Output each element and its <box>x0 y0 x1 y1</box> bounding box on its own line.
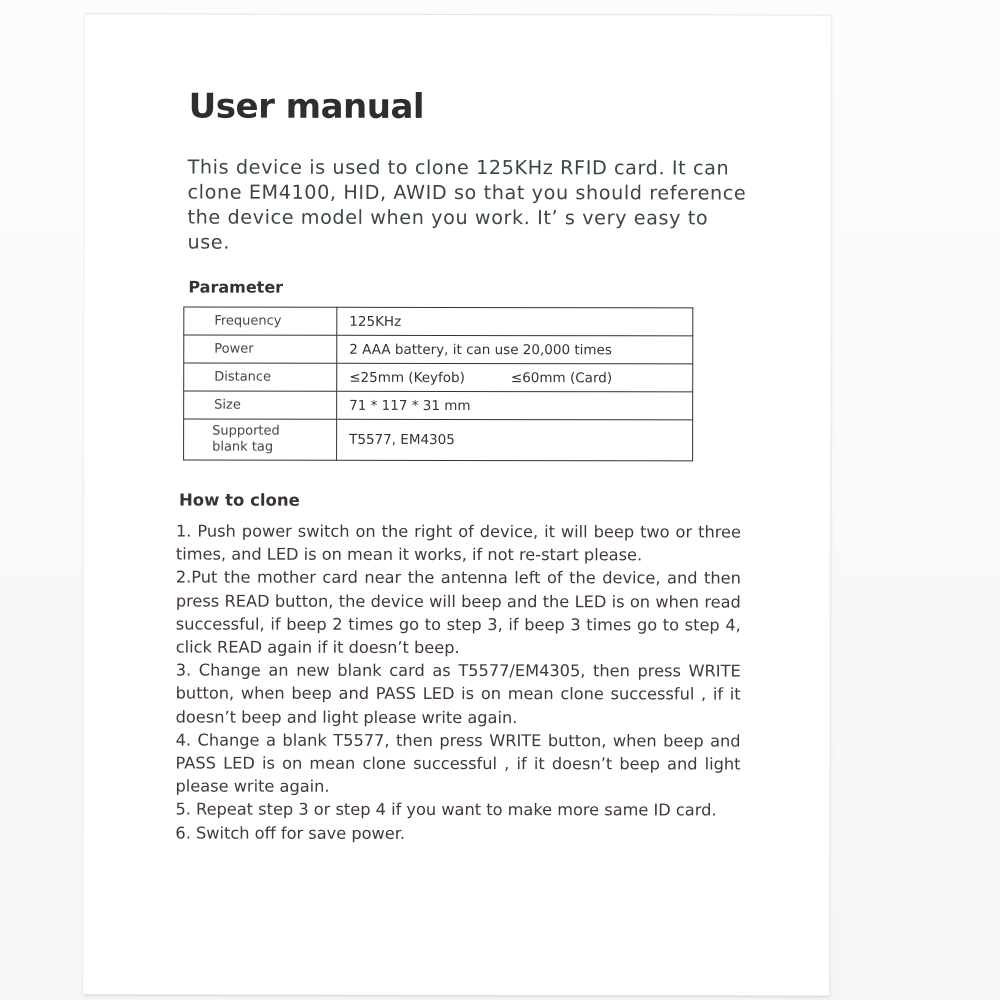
clone-step-3: 3. Change an new blank card as T5577/EM4305, then press WRITE button, when beep and PASS LED is on mean clone successful , if it doesn’t beep and light please write again. <box>175 660 741 727</box>
param-key-frequency: Frequency <box>184 307 337 335</box>
param-value-power: 2 AAA battery, it can use 20,000 times <box>337 335 693 364</box>
clone-step-2: 2.Put the mother card near the antenna left of the device, and then press READ button, the device will beep and the LED is on when read successful, if beep 2 times go to step 3, if beep 3 times go to step 4, click READ again if it doesn’t beep. <box>175 567 741 658</box>
param-key-power: Power <box>184 335 337 363</box>
param-value-size: 71 * 117 * 31 mm <box>337 391 693 420</box>
table-row <box>184 391 693 420</box>
distance-keyfob: ≤25mm (Keyfob) <box>349 369 465 386</box>
param-value-frequency: 125KHz <box>337 307 693 336</box>
clone-step-5: 5. Repeat step 3 or step 4 if you want to make more same ID card. <box>175 799 717 820</box>
manual-title: User manual <box>188 86 425 127</box>
param-key-supported-blank-tag <box>184 419 337 460</box>
intro-paragraph: This device is used to clone 125KHz RFID card. It can clone EM4100, HID, AWID so that you should reference the device model when you work. It’ s very easy to use. <box>187 155 747 254</box>
table-row <box>184 335 693 364</box>
clone-steps-list <box>175 520 741 846</box>
parameter-heading: Parameter <box>188 277 284 297</box>
table-row <box>184 307 693 336</box>
param-value-supported-blank-tag: T5577, EM4305 <box>337 419 693 461</box>
clone-step-6: 6. Switch off for save power. <box>175 823 406 843</box>
key-line: blank tag <box>212 439 274 455</box>
distance-card: ≤60mm (Card) <box>510 369 613 386</box>
key-line: Supported <box>212 423 280 439</box>
parameter-table <box>183 307 693 462</box>
param-key-size: Size <box>184 391 337 419</box>
how-to-clone-heading: How to clone <box>178 490 300 510</box>
param-key-distance: Distance <box>184 363 337 391</box>
clone-step-4: 4. Change a blank T5577, then press WRITE button, when beep and PASS LED is on mean clone successful , if it doesn’t beep and light please write again. <box>175 730 741 797</box>
clone-step-1: 1. Push power switch on the right of device, it will beep two or three times, and LED is on mean it works, if not re-start please. <box>175 521 741 565</box>
table-row <box>184 363 693 392</box>
manual-sheet <box>83 13 831 995</box>
param-value-distance <box>337 363 693 392</box>
table-row <box>184 419 693 461</box>
